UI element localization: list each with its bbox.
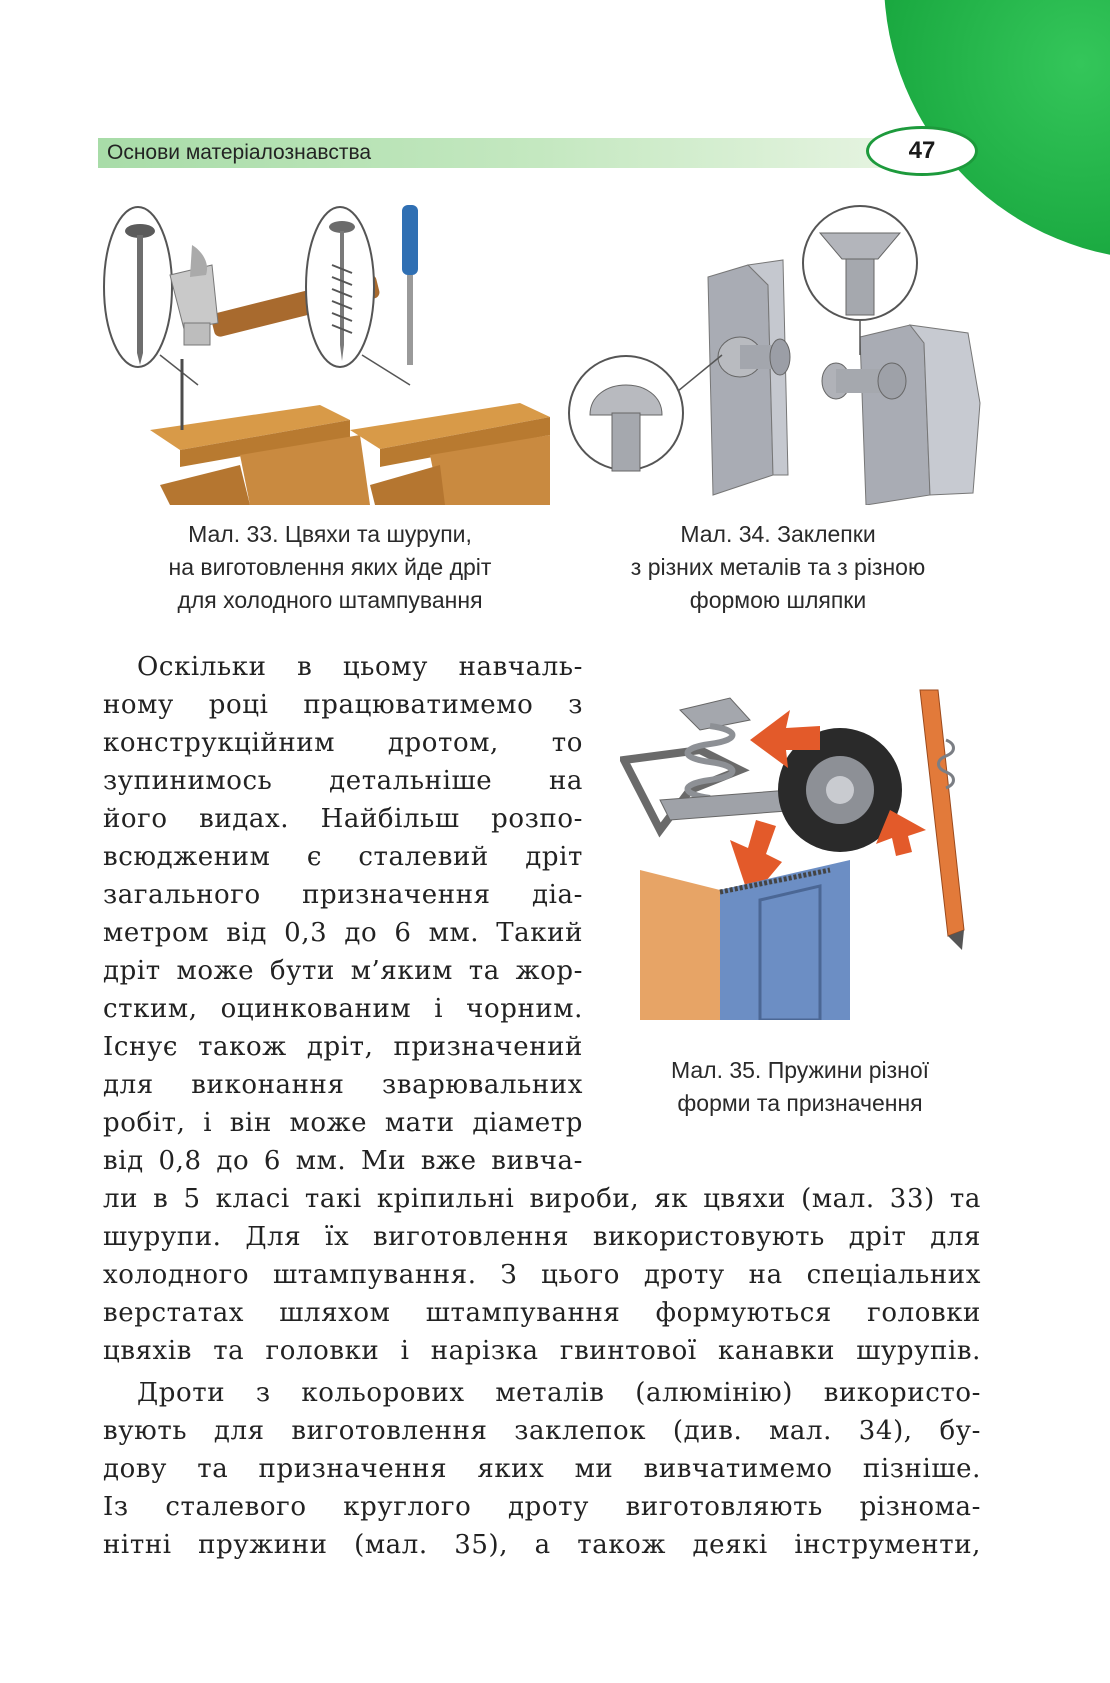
paragraph-line: цвяхів та головки і нарізка гвинтової канавки шурупів. — [103, 1336, 981, 1366]
paragraph-line: ному році працюватимемо з — [103, 690, 583, 720]
paragraph-line: всюдженим є сталевий дріт — [103, 842, 583, 872]
paragraph-line: Із сталевого круглого дроту виготовляють різнома- — [103, 1492, 981, 1522]
paragraph-line: шурупи. Для їх виготовлення використовують дріт для — [103, 1222, 981, 1252]
paragraph-line: Існує також дріт, призначений — [103, 1032, 583, 1062]
figure-34-caption — [578, 518, 978, 617]
paragraph-line: Дроти з кольорових металів (алюмінію) використо- — [137, 1378, 981, 1408]
caption-line: для холодного штампування — [177, 587, 483, 613]
paragraph-line: його видах. Найбільш розпо- — [103, 804, 583, 834]
paragraph-line: конструкційним дротом, то — [103, 728, 583, 758]
paragraph-line: стким, оцинкованим і чорним. — [103, 994, 583, 1024]
paragraph-line: робіт, і він може мати діаметр — [103, 1108, 583, 1138]
paragraph-line: Оскільки в цьому навчаль- — [137, 652, 583, 682]
paragraph-line: ли в 5 класі такі кріпильні вироби, як цвяхи (мал. 33) та — [103, 1184, 981, 1214]
paragraph-line: холодного штампування. З цього дроту на спеціальних — [103, 1260, 981, 1290]
figure-33-caption — [108, 518, 552, 617]
caption-line: Мал. 33. Цвяхи та шурупи, — [188, 521, 472, 547]
caption-line: Мал. 35. Пружини різної — [670, 1057, 930, 1083]
section-title: Основи матеріалознавства — [107, 141, 372, 164]
figure-35-caption — [620, 1054, 980, 1120]
paragraph-line: метром від 0,3 до 6 мм. Такий — [103, 918, 583, 948]
paragraph-line: зупинимось детальніше на — [103, 766, 583, 796]
figure-33-nails-screws-illustration — [100, 205, 550, 505]
paragraph-line: дріт може бути м’яким та жор- — [103, 956, 583, 986]
paragraph-line: загального призначення діа- — [103, 880, 583, 910]
paragraph-line: нітні пружини (мал. 35), а також деякі інструменти, — [103, 1530, 981, 1560]
figure-34-rivets-illustration — [568, 205, 988, 505]
caption-line: Мал. 34. Заклепки — [680, 521, 876, 547]
paragraph-line: верстатах шляхом штампування формуються головки — [103, 1298, 981, 1328]
paragraph-line: дову та призначення яких ми вивчатимемо пізніше. — [103, 1454, 981, 1484]
figure-35-springs-illustration — [620, 680, 980, 1020]
page-number: 47 — [908, 137, 936, 164]
paragraph-line: від 0,8 до 6 мм. Ми вже вивча- — [103, 1146, 583, 1176]
paragraph-line: вують для виготовлення заклепок (див. мал. 34), бу- — [103, 1416, 981, 1446]
caption-line: з різних металів та з різною — [630, 554, 926, 580]
caption-line: форми та призначення — [677, 1090, 923, 1116]
caption-line: формою шляпки — [689, 587, 867, 613]
paragraph-line: для виконання зварювальних — [103, 1070, 583, 1100]
caption-line: на виготовлення яких йде дріт — [168, 554, 492, 580]
